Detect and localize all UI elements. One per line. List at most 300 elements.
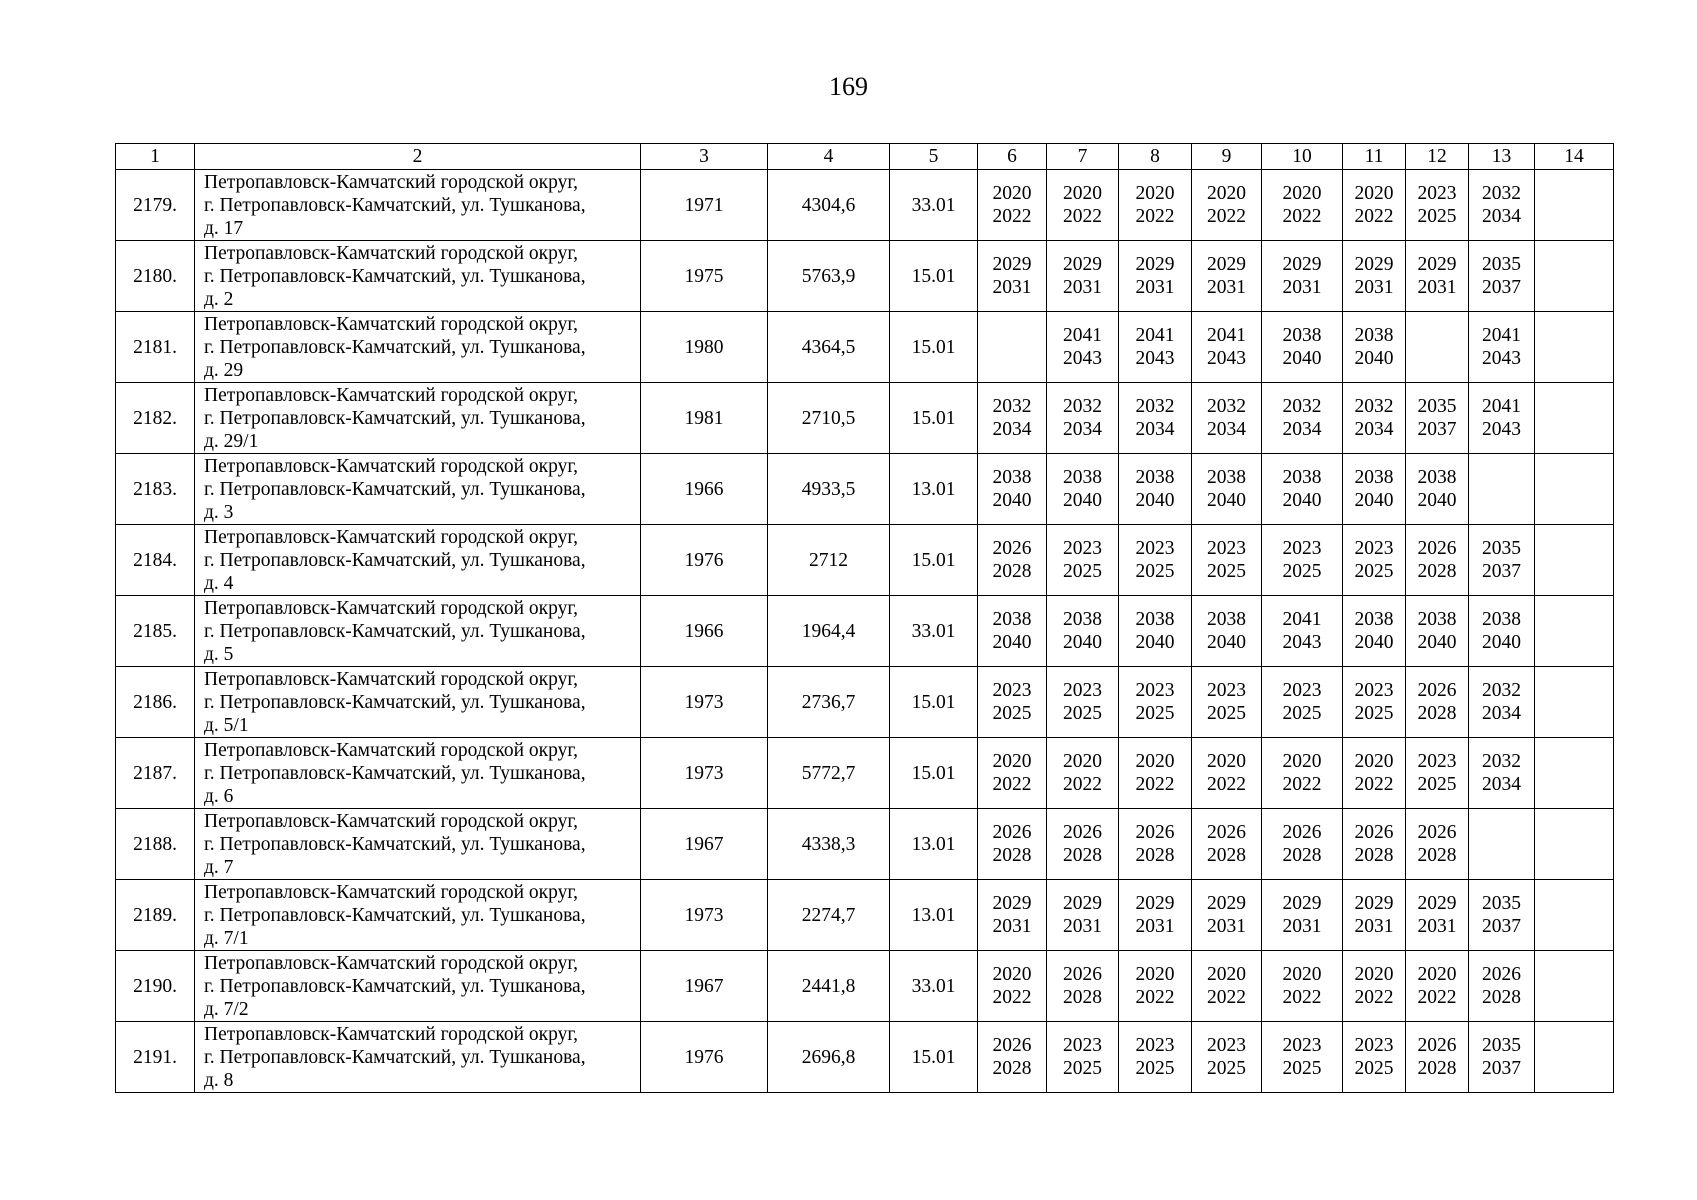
period-end-year: 2025 <box>1135 1058 1175 1079</box>
period-end-year: 2025 <box>1282 561 1322 582</box>
period-start-year: 2020 <box>1354 751 1394 772</box>
period-end-year: 2040 <box>1135 490 1175 511</box>
period-start-year: 2026 <box>1207 822 1246 843</box>
period-cell <box>1262 809 1343 880</box>
period-start-year: 2026 <box>1417 822 1457 843</box>
period-start-year: 2038 <box>1354 609 1394 630</box>
period-cell <box>1343 667 1406 738</box>
period-end-year: 2025 <box>1207 1058 1246 1079</box>
period-cell <box>1262 383 1343 454</box>
address-line: Петропавловск-Камчатский городской округ, <box>204 739 579 761</box>
period-end-year: 2025 <box>1135 703 1175 724</box>
period-start-year: 2038 <box>1417 609 1457 630</box>
period-cell <box>1535 525 1614 596</box>
period-start-year: 2038 <box>1282 467 1322 488</box>
row-number-cell: 2179. <box>116 170 195 241</box>
period-start-year: 2023 <box>1282 538 1322 559</box>
period-start-year: 2038 <box>1354 325 1394 346</box>
period-start-year: 2032 <box>1135 396 1175 417</box>
address-line: г. Петропавловск-Камчатский, ул. Тушканова, <box>204 1046 586 1068</box>
period-end-year: 2025 <box>1063 703 1102 724</box>
year-built-cell: 1966 <box>641 454 768 525</box>
period-start-year: 2029 <box>1417 893 1457 914</box>
address-line: г. Петропавловск-Камчатский, ул. Тушканова, <box>204 265 586 287</box>
column-header: 13 <box>1469 144 1535 170</box>
period-cell <box>1469 241 1535 312</box>
period-cell <box>1535 951 1614 1022</box>
period-cell <box>1535 809 1614 880</box>
address-line: д. 4 <box>204 572 234 594</box>
period-cell <box>1192 596 1262 667</box>
code-cell: 13.01 <box>890 880 978 951</box>
code-cell: 33.01 <box>890 596 978 667</box>
period-start-year: 2020 <box>1282 183 1322 204</box>
period-end-year: 2040 <box>1207 632 1246 653</box>
address-cell <box>195 809 641 880</box>
period-end-year: 2022 <box>1135 206 1175 227</box>
period-end-year: 2028 <box>1063 845 1102 866</box>
period-start-year: 2029 <box>992 254 1032 275</box>
year-built-cell: 1967 <box>641 809 768 880</box>
address-line: Петропавловск-Камчатский городской округ, <box>204 810 579 832</box>
area-cell: 1964,4 <box>768 596 890 667</box>
period-start-year: 2035 <box>1417 396 1457 417</box>
period-cell <box>1535 170 1614 241</box>
period-cell <box>978 809 1047 880</box>
period-cell <box>1262 667 1343 738</box>
period-cell <box>1406 1022 1469 1093</box>
period-start-year: 2026 <box>1282 822 1322 843</box>
period-cell <box>1047 596 1119 667</box>
address-line: г. Петропавловск-Камчатский, ул. Тушканова, <box>204 194 586 216</box>
row-number-cell: 2187. <box>116 738 195 809</box>
row-number-cell: 2190. <box>116 951 195 1022</box>
period-end-year: 2034 <box>1063 419 1102 440</box>
period-start-year: 2038 <box>1354 467 1394 488</box>
period-cell <box>1047 525 1119 596</box>
period-start-year: 2023 <box>1417 183 1457 204</box>
period-cell <box>978 525 1047 596</box>
period-cell <box>1047 1022 1119 1093</box>
year-built-cell: 1973 <box>641 880 768 951</box>
period-start-year: 2023 <box>1135 538 1175 559</box>
column-header: 8 <box>1119 144 1192 170</box>
period-end-year: 2037 <box>1482 561 1521 582</box>
period-cell <box>1047 170 1119 241</box>
address-cell <box>195 525 641 596</box>
address-line: г. Петропавловск-Камчатский, ул. Тушканова, <box>204 549 586 571</box>
period-start-year: 2038 <box>992 467 1032 488</box>
period-end-year: 2025 <box>1207 561 1246 582</box>
period-cell <box>1262 1022 1343 1093</box>
period-start-year: 2020 <box>1135 751 1175 772</box>
period-start-year: 2023 <box>1207 1035 1246 1056</box>
address-cell <box>195 312 641 383</box>
period-end-year: 2025 <box>1135 561 1175 582</box>
period-end-year: 2025 <box>1354 703 1394 724</box>
period-end-year: 2025 <box>1354 561 1394 582</box>
period-start-year: 2020 <box>992 183 1032 204</box>
area-cell: 2441,8 <box>768 951 890 1022</box>
table-row <box>116 880 1614 951</box>
code-cell: 33.01 <box>890 951 978 1022</box>
address-line: д. 7 <box>204 856 234 878</box>
period-start-year: 2026 <box>992 1035 1032 1056</box>
address-line: г. Петропавловск-Камчатский, ул. Тушканова, <box>204 762 586 784</box>
period-cell <box>1343 383 1406 454</box>
period-end-year: 2034 <box>1482 206 1521 227</box>
period-start-year: 2038 <box>1135 609 1175 630</box>
address-line: г. Петропавловск-Камчатский, ул. Тушканова, <box>204 904 586 926</box>
row-number-cell: 2184. <box>116 525 195 596</box>
period-cell <box>1343 170 1406 241</box>
period-end-year: 2031 <box>1282 277 1322 298</box>
period-start-year: 2023 <box>1354 680 1394 701</box>
table-row <box>116 241 1614 312</box>
row-number-cell: 2191. <box>116 1022 195 1093</box>
period-start-year: 2038 <box>1207 609 1246 630</box>
period-start-year: 2023 <box>1207 538 1246 559</box>
period-cell <box>1406 312 1469 383</box>
period-end-year: 2040 <box>1354 348 1394 369</box>
code-cell: 15.01 <box>890 738 978 809</box>
period-start-year: 2035 <box>1482 893 1521 914</box>
area-cell: 2274,7 <box>768 880 890 951</box>
period-start-year: 2020 <box>992 751 1032 772</box>
period-end-year: 2025 <box>1282 703 1322 724</box>
period-start-year: 2023 <box>1063 538 1102 559</box>
period-cell <box>1343 454 1406 525</box>
period-start-year: 2026 <box>1354 822 1394 843</box>
address-line: Петропавловск-Камчатский городской округ, <box>204 455 579 477</box>
period-start-year: 2032 <box>1482 680 1521 701</box>
period-cell <box>1406 525 1469 596</box>
period-cell <box>1343 312 1406 383</box>
period-start-year: 2026 <box>1063 822 1102 843</box>
period-cell <box>1192 880 1262 951</box>
column-header: 14 <box>1535 144 1614 170</box>
area-cell: 4933,5 <box>768 454 890 525</box>
period-start-year: 2023 <box>1063 680 1102 701</box>
period-end-year: 2022 <box>1417 987 1457 1008</box>
period-cell <box>1406 170 1469 241</box>
period-start-year: 2029 <box>1282 893 1322 914</box>
period-start-year: 2029 <box>1135 254 1175 275</box>
period-cell <box>1119 170 1192 241</box>
period-start-year: 2020 <box>1417 964 1457 985</box>
period-start-year: 2041 <box>1282 609 1322 630</box>
period-end-year: 2040 <box>992 490 1032 511</box>
period-cell <box>1262 170 1343 241</box>
period-cell <box>1047 738 1119 809</box>
period-cell <box>1406 596 1469 667</box>
period-start-year: 2041 <box>1207 325 1246 346</box>
period-cell <box>1192 738 1262 809</box>
period-cell <box>978 454 1047 525</box>
period-end-year: 2034 <box>1482 774 1521 795</box>
period-end-year: 2031 <box>1207 277 1246 298</box>
period-start-year: 2023 <box>1282 680 1322 701</box>
code-cell: 15.01 <box>890 383 978 454</box>
period-start-year: 2020 <box>1135 183 1175 204</box>
period-cell <box>1119 738 1192 809</box>
address-line: д. 5/1 <box>204 714 249 736</box>
period-start-year: 2029 <box>1063 254 1102 275</box>
period-cell <box>1469 454 1535 525</box>
period-cell <box>1047 241 1119 312</box>
period-end-year: 2040 <box>1063 632 1102 653</box>
period-start-year: 2020 <box>1207 751 1246 772</box>
period-cell <box>978 738 1047 809</box>
period-cell <box>1192 1022 1262 1093</box>
address-line: г. Петропавловск-Камчатский, ул. Тушканова, <box>204 691 586 713</box>
period-cell <box>978 951 1047 1022</box>
address-line: Петропавловск-Камчатский городской округ, <box>204 597 579 619</box>
period-start-year: 2041 <box>1482 396 1521 417</box>
address-line: д. 8 <box>204 1069 234 1091</box>
period-start-year: 2023 <box>1354 1035 1394 1056</box>
period-end-year: 2034 <box>992 419 1032 440</box>
period-end-year: 2022 <box>1207 987 1246 1008</box>
address-line: д. 29 <box>204 359 244 381</box>
period-end-year: 2040 <box>1417 632 1457 653</box>
period-start-year: 2029 <box>1354 254 1394 275</box>
period-start-year: 2041 <box>1135 325 1175 346</box>
period-start-year: 2020 <box>1063 183 1102 204</box>
period-end-year: 2034 <box>1282 419 1322 440</box>
table-row <box>116 667 1614 738</box>
period-cell <box>978 312 1047 383</box>
area-cell: 2696,8 <box>768 1022 890 1093</box>
period-cell <box>1535 596 1614 667</box>
period-start-year: 2020 <box>1207 964 1246 985</box>
period-cell <box>1406 454 1469 525</box>
period-start-year: 2038 <box>1417 467 1457 488</box>
period-end-year: 2031 <box>992 277 1032 298</box>
period-cell <box>978 596 1047 667</box>
period-end-year: 2028 <box>1063 987 1102 1008</box>
table-row <box>116 170 1614 241</box>
period-start-year: 2038 <box>1482 609 1521 630</box>
period-cell <box>1535 880 1614 951</box>
period-cell <box>1192 525 1262 596</box>
period-end-year: 2037 <box>1482 916 1521 937</box>
address-line: Петропавловск-Камчатский городской округ, <box>204 242 579 264</box>
period-start-year: 2041 <box>1482 325 1521 346</box>
period-cell <box>1535 312 1614 383</box>
period-cell <box>1343 809 1406 880</box>
period-start-year: 2023 <box>1207 680 1246 701</box>
period-start-year: 2023 <box>1354 538 1394 559</box>
period-cell <box>1406 241 1469 312</box>
column-header: 4 <box>768 144 890 170</box>
period-start-year: 2023 <box>1135 680 1175 701</box>
period-start-year: 2032 <box>992 396 1032 417</box>
table-row <box>116 951 1614 1022</box>
address-line: Петропавловск-Камчатский городской округ, <box>204 526 579 548</box>
period-end-year: 2028 <box>992 561 1032 582</box>
row-number-cell: 2185. <box>116 596 195 667</box>
period-cell <box>1119 951 1192 1022</box>
period-cell <box>1469 880 1535 951</box>
code-cell: 15.01 <box>890 241 978 312</box>
address-cell <box>195 880 641 951</box>
period-end-year: 2040 <box>1417 490 1457 511</box>
year-built-cell: 1971 <box>641 170 768 241</box>
table-row <box>116 383 1614 454</box>
year-built-cell: 1975 <box>641 241 768 312</box>
period-end-year: 2028 <box>1282 845 1322 866</box>
period-end-year: 2031 <box>992 916 1032 937</box>
period-cell <box>1535 738 1614 809</box>
period-end-year: 2022 <box>1135 987 1175 1008</box>
area-cell: 5772,7 <box>768 738 890 809</box>
period-start-year: 2029 <box>1207 893 1246 914</box>
period-end-year: 2025 <box>1063 1058 1102 1079</box>
period-cell <box>1047 951 1119 1022</box>
table-row <box>116 596 1614 667</box>
period-start-year: 2029 <box>1135 893 1175 914</box>
address-line: г. Петропавловск-Камчатский, ул. Тушканова, <box>204 833 586 855</box>
period-cell <box>1192 951 1262 1022</box>
code-cell: 33.01 <box>890 170 978 241</box>
address-line: Петропавловск-Камчатский городской округ, <box>204 881 579 903</box>
address-line: Петропавловск-Камчатский городской округ, <box>204 1023 579 1045</box>
period-cell <box>1535 454 1614 525</box>
area-cell: 5763,9 <box>768 241 890 312</box>
period-start-year: 2029 <box>1063 893 1102 914</box>
period-end-year: 2040 <box>1135 632 1175 653</box>
code-cell: 15.01 <box>890 1022 978 1093</box>
period-cell <box>1192 312 1262 383</box>
address-line: д. 7/2 <box>204 998 249 1020</box>
building-registry-table <box>115 143 1614 1093</box>
period-start-year: 2026 <box>1417 1035 1457 1056</box>
period-start-year: 2038 <box>992 609 1032 630</box>
period-end-year: 2025 <box>1282 1058 1322 1079</box>
period-end-year: 2031 <box>1354 916 1394 937</box>
period-end-year: 2031 <box>1417 277 1457 298</box>
year-built-cell: 1967 <box>641 951 768 1022</box>
year-built-cell: 1976 <box>641 525 768 596</box>
column-number-row <box>116 144 1614 170</box>
period-cell <box>978 880 1047 951</box>
period-end-year: 2031 <box>1135 277 1175 298</box>
period-start-year: 2020 <box>1135 964 1175 985</box>
period-cell <box>1406 738 1469 809</box>
period-cell <box>1047 880 1119 951</box>
period-cell <box>1262 241 1343 312</box>
area-cell: 2736,7 <box>768 667 890 738</box>
period-cell <box>1469 951 1535 1022</box>
period-end-year: 2037 <box>1482 277 1521 298</box>
period-start-year: 2023 <box>1135 1035 1175 1056</box>
period-cell <box>1469 809 1535 880</box>
period-cell <box>1469 596 1535 667</box>
address-cell <box>195 596 641 667</box>
period-end-year: 2022 <box>1354 206 1394 227</box>
address-line: д. 7/1 <box>204 927 249 949</box>
period-cell <box>978 667 1047 738</box>
table-row <box>116 454 1614 525</box>
period-cell <box>1469 1022 1535 1093</box>
period-cell <box>1262 312 1343 383</box>
period-cell <box>1343 738 1406 809</box>
period-cell <box>1262 738 1343 809</box>
address-cell <box>195 241 641 312</box>
address-line: д. 5 <box>204 643 234 665</box>
period-end-year: 2028 <box>1417 1058 1457 1079</box>
period-start-year: 2020 <box>992 964 1032 985</box>
column-header: 10 <box>1262 144 1343 170</box>
period-cell <box>1343 241 1406 312</box>
period-start-year: 2029 <box>1417 254 1457 275</box>
row-number-cell: 2189. <box>116 880 195 951</box>
address-line: д. 2 <box>204 288 234 310</box>
period-start-year: 2029 <box>1207 254 1246 275</box>
period-cell <box>1535 1022 1614 1093</box>
period-end-year: 2037 <box>1417 419 1457 440</box>
period-cell <box>1343 596 1406 667</box>
period-end-year: 2043 <box>1282 632 1322 653</box>
period-end-year: 2034 <box>1207 419 1246 440</box>
period-end-year: 2028 <box>992 845 1032 866</box>
address-cell <box>195 1022 641 1093</box>
column-header: 9 <box>1192 144 1262 170</box>
period-cell <box>1192 241 1262 312</box>
address-line: Петропавловск-Камчатский городской округ, <box>204 952 579 974</box>
period-cell <box>1469 170 1535 241</box>
period-start-year: 2026 <box>1482 964 1521 985</box>
period-cell <box>1469 383 1535 454</box>
year-built-cell: 1976 <box>641 1022 768 1093</box>
period-cell <box>1119 241 1192 312</box>
period-start-year: 2026 <box>992 822 1032 843</box>
period-end-year: 2028 <box>1417 561 1457 582</box>
period-cell <box>1119 1022 1192 1093</box>
period-cell <box>978 383 1047 454</box>
period-cell <box>1047 312 1119 383</box>
area-cell: 2710,5 <box>768 383 890 454</box>
period-start-year: 2032 <box>1482 183 1521 204</box>
period-end-year: 2040 <box>1482 632 1521 653</box>
period-cell <box>1192 383 1262 454</box>
area-cell: 4338,3 <box>768 809 890 880</box>
code-cell: 15.01 <box>890 525 978 596</box>
period-end-year: 2028 <box>1354 845 1394 866</box>
period-end-year: 2040 <box>1282 490 1322 511</box>
code-cell: 13.01 <box>890 454 978 525</box>
address-line: д. 17 <box>204 217 244 239</box>
period-end-year: 2031 <box>1063 916 1102 937</box>
period-cell <box>1047 809 1119 880</box>
period-start-year: 2020 <box>1207 183 1246 204</box>
address-line: г. Петропавловск-Камчатский, ул. Тушканова, <box>204 336 586 358</box>
period-end-year: 2028 <box>1417 845 1457 866</box>
period-start-year: 2020 <box>1063 751 1102 772</box>
period-cell <box>1469 312 1535 383</box>
year-built-cell: 1966 <box>641 596 768 667</box>
period-cell <box>1406 951 1469 1022</box>
address-line: г. Петропавловск-Камчатский, ул. Тушканова, <box>204 478 586 500</box>
column-header: 2 <box>195 144 641 170</box>
period-cell <box>1262 951 1343 1022</box>
year-built-cell: 1981 <box>641 383 768 454</box>
period-cell <box>1262 525 1343 596</box>
period-start-year: 2035 <box>1482 1035 1521 1056</box>
period-start-year: 2038 <box>1063 609 1102 630</box>
period-end-year: 2022 <box>1282 774 1322 795</box>
